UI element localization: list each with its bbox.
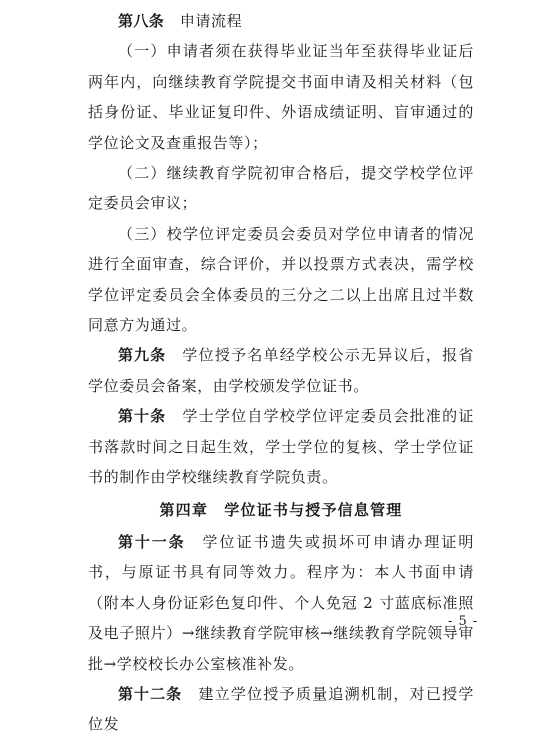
page-number: - 5 - bbox=[448, 614, 479, 629]
article-9 bbox=[88, 340, 474, 401]
article-12-text: 建立学位授予质量追溯机制，对已授学位发 bbox=[88, 684, 474, 734]
article-8-label: 第八条 bbox=[118, 12, 165, 30]
chapter-4-title: 第四章 学位证书与授予信息管理 bbox=[159, 500, 403, 519]
article-11 bbox=[88, 527, 474, 679]
article-10 bbox=[88, 401, 474, 492]
article-10-text: 学士学位自学校学位评定委员会批准的证书落款时间之日起生效，学士学位的复核、学士学位证书的制作由学校继续教育学院负责。 bbox=[88, 407, 475, 487]
article-8-item-3: （三）校学位评定委员会委员对学位申请者的情况进行全面审查，综合评价，并以投票方式表决，需学校学位评定委员会全体委员的三分之二以上出席且过半数同意方为通过。 bbox=[88, 224, 474, 335]
article-12 bbox=[88, 679, 474, 740]
article-8-heading bbox=[88, 6, 474, 36]
article-8-title: 申请流程 bbox=[179, 12, 243, 30]
article-12-label: 第十二条 bbox=[118, 684, 183, 703]
article-9-label: 第九条 bbox=[118, 346, 167, 365]
article-11-label: 第十一条 bbox=[118, 532, 186, 551]
article-9-text: 学位授予名单经学校公示无异议后，报省学位委员会备案，由学校颁发学位证书。 bbox=[88, 346, 475, 395]
article-10-label: 第十条 bbox=[118, 407, 167, 426]
document-body bbox=[88, 6, 474, 740]
article-8-item-1: （一）申请者须在获得毕业证当年至获得毕业证后两年内，向继续教育学院提交书面申请及相关材料（包括身份证、毕业证复印件、外语成绩证明、盲审通过的学位论文及查重报告等）； bbox=[88, 42, 474, 152]
article-8-item-2: （二）继续教育学院初审合格后，提交学校学位评定委员会审议； bbox=[88, 164, 474, 213]
article-11-text: 学位证书遗失或损坏可申请办理证明书，与原证书具有同等效力。程序为：本人书面申请（附本人身份证彩色复印件、个人免冠 2 寸蓝底标准照及电子照片）→继续教育学院审核→继续教育学院领导审批→学校校长办公室核准补发。 bbox=[88, 532, 474, 673]
